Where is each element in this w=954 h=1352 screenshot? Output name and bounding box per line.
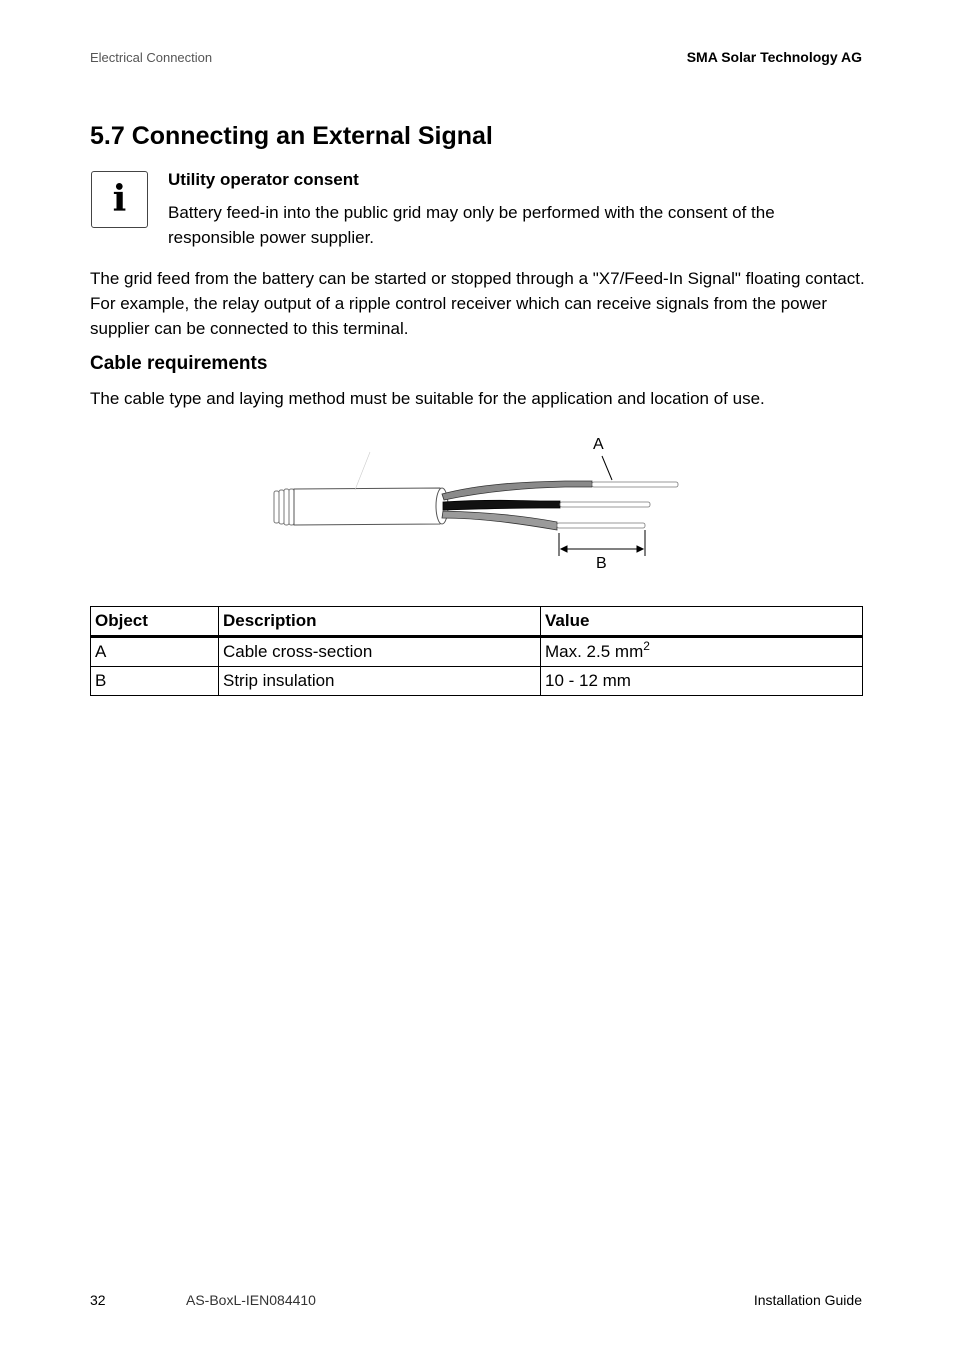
cable-requirements-heading: Cable requirements: [90, 353, 268, 374]
cell-value-text: 10 - 12 mm: [545, 671, 631, 690]
column-header-description: Description: [219, 607, 541, 637]
wire-top-conductor: [592, 482, 678, 487]
figure-label-a: A: [593, 436, 604, 453]
cable-spec-table: [90, 606, 863, 696]
label-a-leader: [602, 456, 612, 480]
strip-length-dimension: [559, 530, 645, 556]
wire-middle-conductor: [560, 502, 650, 507]
table-row: [91, 637, 863, 667]
cable-sheath-end: [274, 489, 294, 525]
cell-object: B: [91, 667, 219, 696]
cell-description: Cable cross-section: [219, 637, 541, 667]
cell-value: [541, 667, 863, 696]
running-header-company: SMA Solar Technology AG: [686, 49, 862, 65]
section-title: 5.7 Connecting an External Signal: [90, 122, 493, 150]
wire-bottom-conductor: [557, 523, 645, 528]
column-header-object: Object: [91, 607, 219, 637]
column-header-value: Value: [541, 607, 863, 637]
cell-value-text: Max. 2.5 mm: [545, 642, 644, 661]
cell-description: Strip insulation: [219, 667, 541, 696]
note-title: Utility operator consent: [168, 170, 359, 189]
cell-value: [541, 637, 863, 667]
footer-page-number: 32: [90, 1292, 106, 1308]
note-body: Battery feed-in into the public grid may only be performed with the consent of the responsible power supplier.: [168, 203, 775, 247]
intro-paragraph: The grid feed from the battery can be started or stopped through a "X7/Feed-In Signal" floating contact. For example, the relay output of a ripple control receiver which can receive signals from the power supplier can be connected to this terminal.: [90, 269, 865, 338]
cable-sheath: [294, 488, 443, 525]
cell-value-superscript: 2: [643, 639, 650, 653]
figure-label-b: B: [596, 555, 607, 572]
info-icon-glyph: i: [112, 178, 127, 220]
table-header-row: [91, 607, 863, 637]
cable-figure: [260, 430, 700, 580]
running-header-section: Electrical Connection: [90, 50, 213, 65]
wire-top: [442, 481, 592, 500]
cable-illustration: [260, 430, 700, 580]
wire-bottom: [442, 511, 557, 530]
cell-object: A: [91, 637, 219, 667]
footer-document-code: AS-BoxL-IEN084410: [186, 1292, 316, 1308]
table-row: [91, 667, 863, 696]
cable-requirements-text: The cable type and laying method must be suitable for the application and location of use.: [90, 389, 765, 408]
footer-document-type: Installation Guide: [753, 1292, 862, 1308]
wire-middle: [443, 500, 560, 510]
info-icon: [91, 171, 148, 228]
